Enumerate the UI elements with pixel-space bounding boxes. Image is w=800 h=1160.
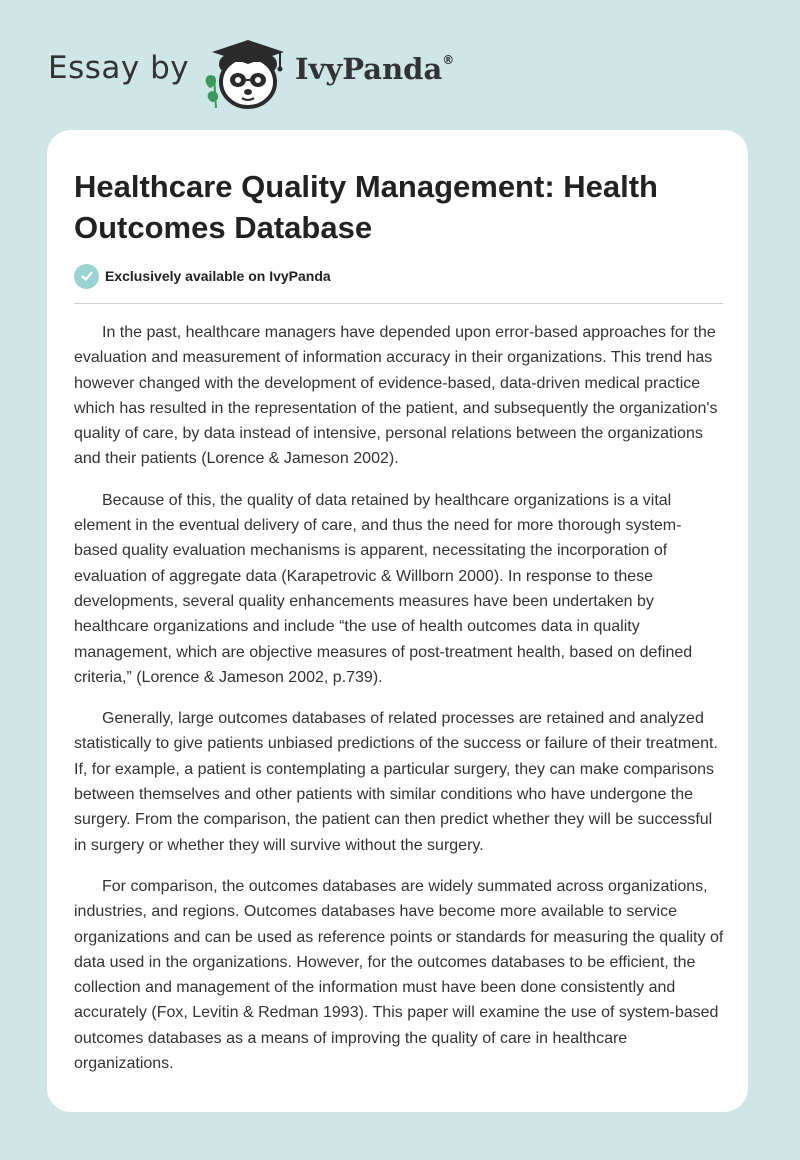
trademark-symbol: ® bbox=[442, 53, 455, 68]
site-header bbox=[0, 0, 800, 130]
exclusive-badge bbox=[74, 263, 331, 289]
brand-wordmark: IvyPanda bbox=[295, 52, 443, 86]
paragraph: In the past, healthcare managers have depended upon error-based approaches for the evaluation and measurement of information accuracy in their organizations. This trend has however changed with the development of evidence-based, data-driven medical practice which has resulted in the representation of the patient, and subsequently the organization's quality of care, by data instead of intensive, personal relations between the organizations and their patients (Lorence & Jameson 2002). bbox=[74, 324, 718, 468]
essay-card bbox=[47, 130, 748, 1112]
paragraph: Generally, large outcomes databases of related processes are retained and analyzed statistically to give patients unbiased predictions of the success or failure of their treatment. If, for example, a patient is contemplating a particular surgery, they can make comparisons between themselves and other patients with similar conditions who have undergone the surgery. From the comparison, the patient can then predict whether they will be successful in surgery or whether they will survive without the surgery. bbox=[74, 710, 718, 854]
paragraph: For comparison, the outcomes databases are widely summated across organizations, industries, and regions. Outcomes databases have become more available to service organizations and can be used as reference points or standards for measuring the quality of data used in the organizations. However, for the outcomes databases to be efficient, the collection and management of the information must have been done consistently and accurately (Fox, Levitin & Redman 1993). This paper will examine the use of system-based outcomes databases as a means of improving the quality of care in healthcare organizations. bbox=[74, 877, 724, 1073]
title-divider bbox=[74, 303, 723, 304]
exclusive-badge-label: Exclusively available on IvyPanda bbox=[105, 268, 331, 284]
essay-body bbox=[74, 320, 725, 1092]
essay-by-label: Essay by bbox=[48, 50, 190, 86]
essay-title: Healthcare Quality Management: Health Outcomes Database bbox=[74, 169, 658, 245]
paragraph: Because of this, the quality of data retained by healthcare organizations is a vital element in the eventual delivery of care, and thus the need for more thorough system-based quality evaluation mechanisms is apparent, necessitating the incorporation of evaluation of aggregate data (Karapetrovic & Willborn 2000). In response to these developments, several quality enhancements measures have been undertaken by healthcare organizations and include “the use of health outcomes data in quality management, which are objective measures of post-treatment health, based on defined criteria,” (Lorence & Jameson 2002, p.739). bbox=[74, 491, 693, 686]
panda-logo-icon[interactable] bbox=[200, 36, 292, 112]
brand-name[interactable] bbox=[295, 52, 454, 86]
check-circle-icon bbox=[74, 264, 99, 289]
